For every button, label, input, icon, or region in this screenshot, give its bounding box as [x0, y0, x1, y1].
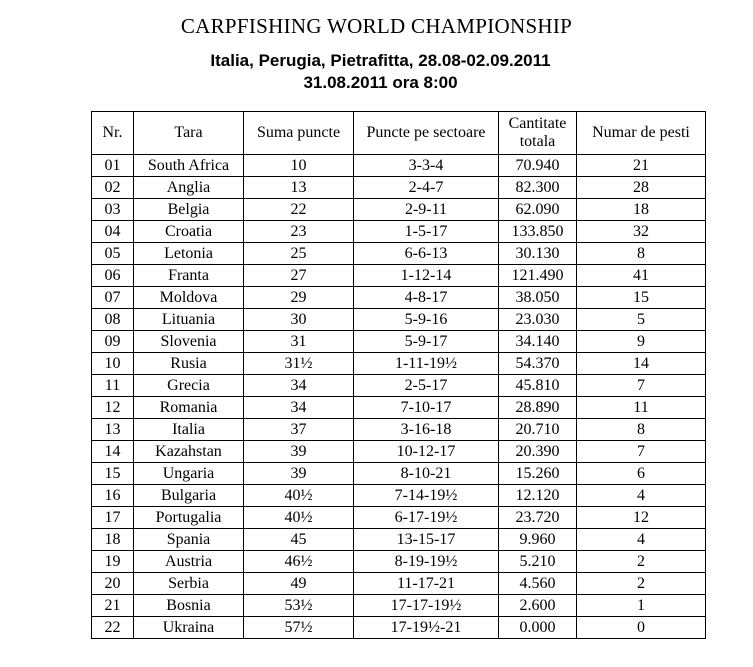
cell-nr: 20 [92, 573, 134, 595]
cell-tara: Franta [134, 265, 244, 287]
table-row [92, 375, 706, 397]
table-row [92, 595, 706, 617]
cell-numar-de-pesti: 4 [577, 529, 706, 551]
cell-suma-puncte: 23 [244, 221, 354, 243]
page-title: CARPFISHING WORLD CHAMPIONSHIP [180, 14, 573, 38]
cell-numar-de-pesti: 21 [577, 155, 706, 177]
cell-nr: 08 [92, 309, 134, 331]
cell-nr: 06 [92, 265, 134, 287]
cell-tara: Spania [134, 529, 244, 551]
cell-cantitate-totala: 20.390 [499, 441, 577, 463]
cell-puncte-pe-sectoare: 10-12-17 [354, 441, 499, 463]
cell-suma-puncte: 49 [244, 573, 354, 595]
results-table [91, 111, 706, 639]
cell-suma-puncte: 34 [244, 397, 354, 419]
table-row [92, 573, 706, 595]
cell-cantitate-totala: 9.960 [499, 529, 577, 551]
table-row [92, 309, 706, 331]
table-row [92, 617, 706, 639]
cell-cantitate-totala: 0.000 [499, 617, 577, 639]
cell-nr: 21 [92, 595, 134, 617]
cell-puncte-pe-sectoare: 6-6-13 [354, 243, 499, 265]
cell-suma-puncte: 31½ [244, 353, 354, 375]
cell-tara: Lituania [134, 309, 244, 331]
table-row [92, 353, 706, 375]
cell-puncte-pe-sectoare: 2-5-17 [354, 375, 499, 397]
cell-suma-puncte: 30 [244, 309, 354, 331]
cell-nr: 19 [92, 551, 134, 573]
cell-cantitate-totala: 4.560 [499, 573, 577, 595]
cell-suma-puncte: 46½ [244, 551, 354, 573]
cell-suma-puncte: 27 [244, 265, 354, 287]
cell-numar-de-pesti: 5 [577, 309, 706, 331]
cell-cantitate-totala: 30.130 [499, 243, 577, 265]
cell-suma-puncte: 31 [244, 331, 354, 353]
cell-numar-de-pesti: 8 [577, 243, 706, 265]
cell-numar-de-pesti: 8 [577, 419, 706, 441]
cell-nr: 11 [92, 375, 134, 397]
cell-numar-de-pesti: 15 [577, 287, 706, 309]
cell-numar-de-pesti: 28 [577, 177, 706, 199]
cell-suma-puncte: 45 [244, 529, 354, 551]
cell-suma-puncte: 34 [244, 375, 354, 397]
cell-suma-puncte: 40½ [244, 485, 354, 507]
cell-tara: Moldova [134, 287, 244, 309]
cell-numar-de-pesti: 32 [577, 221, 706, 243]
cell-cantitate-totala: 82.300 [499, 177, 577, 199]
cell-numar-de-pesti: 4 [577, 485, 706, 507]
cell-nr: 18 [92, 529, 134, 551]
cell-cantitate-totala: 45.810 [499, 375, 577, 397]
cell-puncte-pe-sectoare: 7-10-17 [354, 397, 499, 419]
cell-puncte-pe-sectoare: 6-17-19½ [354, 507, 499, 529]
cell-suma-puncte: 53½ [244, 595, 354, 617]
table-row [92, 265, 706, 287]
cell-tara: Slovenia [134, 331, 244, 353]
cell-numar-de-pesti: 41 [577, 265, 706, 287]
cell-puncte-pe-sectoare: 2-4-7 [354, 177, 499, 199]
cell-numar-de-pesti: 18 [577, 199, 706, 221]
cell-cantitate-totala: 15.260 [499, 463, 577, 485]
cell-nr: 17 [92, 507, 134, 529]
cell-suma-puncte: 40½ [244, 507, 354, 529]
cell-cantitate-totala: 38.050 [499, 287, 577, 309]
cell-tara: Romania [134, 397, 244, 419]
cell-nr: 15 [92, 463, 134, 485]
cell-suma-puncte: 25 [244, 243, 354, 265]
cell-nr: 12 [92, 397, 134, 419]
cell-puncte-pe-sectoare: 8-10-21 [354, 463, 499, 485]
cell-puncte-pe-sectoare: 17-19½-21 [354, 617, 499, 639]
cell-cantitate-totala: 28.890 [499, 397, 577, 419]
cell-nr: 14 [92, 441, 134, 463]
cell-cantitate-totala: 62.090 [499, 199, 577, 221]
cell-cantitate-totala: 23.030 [499, 309, 577, 331]
cell-tara: Letonia [134, 243, 244, 265]
cell-nr: 01 [92, 155, 134, 177]
cell-puncte-pe-sectoare: 4-8-17 [354, 287, 499, 309]
cell-suma-puncte: 22 [244, 199, 354, 221]
cell-puncte-pe-sectoare: 17-17-19½ [354, 595, 499, 617]
header-suma-puncte: Suma puncte [244, 112, 354, 155]
cell-nr: 05 [92, 243, 134, 265]
table-row [92, 397, 706, 419]
cell-cantitate-totala: 133.850 [499, 221, 577, 243]
cell-tara: Serbia [134, 573, 244, 595]
cell-puncte-pe-sectoare: 2-9-11 [354, 199, 499, 221]
cell-cantitate-totala: 23.720 [499, 507, 577, 529]
table-row [92, 507, 706, 529]
table-row [92, 221, 706, 243]
table-row [92, 177, 706, 199]
cell-numar-de-pesti: 11 [577, 397, 706, 419]
table-row [92, 529, 706, 551]
cell-puncte-pe-sectoare: 1-12-14 [354, 265, 499, 287]
cell-cantitate-totala: 5.210 [499, 551, 577, 573]
cell-puncte-pe-sectoare: 8-19-19½ [354, 551, 499, 573]
cell-puncte-pe-sectoare: 13-15-17 [354, 529, 499, 551]
cell-numar-de-pesti: 2 [577, 573, 706, 595]
cell-tara: Ukraina [134, 617, 244, 639]
cell-tara: Bulgaria [134, 485, 244, 507]
cell-tara: Kazahstan [134, 441, 244, 463]
cell-nr: 03 [92, 199, 134, 221]
cell-tara: Bosnia [134, 595, 244, 617]
cell-tara: Anglia [134, 177, 244, 199]
cell-tara: Belgia [134, 199, 244, 221]
cell-numar-de-pesti: 1 [577, 595, 706, 617]
cell-suma-puncte: 39 [244, 463, 354, 485]
cell-tara: Italia [134, 419, 244, 441]
cell-tara: Croatia [134, 221, 244, 243]
cell-puncte-pe-sectoare: 1-5-17 [354, 221, 499, 243]
cell-puncte-pe-sectoare: 3-3-4 [354, 155, 499, 177]
cell-suma-puncte: 39 [244, 441, 354, 463]
cell-suma-puncte: 10 [244, 155, 354, 177]
cell-cantitate-totala: 54.370 [499, 353, 577, 375]
cell-puncte-pe-sectoare: 7-14-19½ [354, 485, 499, 507]
cell-suma-puncte: 37 [244, 419, 354, 441]
table-row [92, 287, 706, 309]
cell-puncte-pe-sectoare: 5-9-17 [354, 331, 499, 353]
cell-cantitate-totala: 20.710 [499, 419, 577, 441]
cell-suma-puncte: 29 [244, 287, 354, 309]
table-row [92, 485, 706, 507]
cell-cantitate-totala: 34.140 [499, 331, 577, 353]
cell-numar-de-pesti: 0 [577, 617, 706, 639]
cell-puncte-pe-sectoare: 11-17-21 [354, 573, 499, 595]
table-header-row [92, 112, 706, 155]
cell-puncte-pe-sectoare: 3-16-18 [354, 419, 499, 441]
cell-numar-de-pesti: 7 [577, 441, 706, 463]
cell-nr: 13 [92, 419, 134, 441]
cell-puncte-pe-sectoare: 1-11-19½ [354, 353, 499, 375]
cell-suma-puncte: 13 [244, 177, 354, 199]
cell-tara: Grecia [134, 375, 244, 397]
cell-nr: 16 [92, 485, 134, 507]
header-nr: Nr. [92, 112, 134, 155]
cell-numar-de-pesti: 12 [577, 507, 706, 529]
cell-nr: 22 [92, 617, 134, 639]
cell-nr: 10 [92, 353, 134, 375]
cell-tara: Austria [134, 551, 244, 573]
cell-numar-de-pesti: 2 [577, 551, 706, 573]
cell-tara: Portugalia [134, 507, 244, 529]
cell-suma-puncte: 57½ [244, 617, 354, 639]
table-row [92, 419, 706, 441]
cell-puncte-pe-sectoare: 5-9-16 [354, 309, 499, 331]
table-row [92, 155, 706, 177]
header-numar-de-pesti: Numar de pesti [577, 112, 706, 155]
table-row [92, 199, 706, 221]
cell-numar-de-pesti: 9 [577, 331, 706, 353]
table-row [92, 551, 706, 573]
cell-numar-de-pesti: 7 [577, 375, 706, 397]
cell-cantitate-totala: 70.940 [499, 155, 577, 177]
table-row [92, 463, 706, 485]
cell-numar-de-pesti: 14 [577, 353, 706, 375]
header-tara: Tara [134, 112, 244, 155]
header-cantitate-totala: Cantitate totala [499, 112, 577, 155]
table-row [92, 331, 706, 353]
cell-tara: South Africa [134, 155, 244, 177]
cell-tara: Ungaria [134, 463, 244, 485]
cell-cantitate-totala: 121.490 [499, 265, 577, 287]
header-puncte-pe-sectoare: Puncte pe sectoare [354, 112, 499, 155]
table-row [92, 441, 706, 463]
cell-cantitate-totala: 2.600 [499, 595, 577, 617]
cell-nr: 02 [92, 177, 134, 199]
event-location-dates: Italia, Perugia, Pietrafitta, 28.08-02.09.2011 [210, 51, 551, 70]
cell-cantitate-totala: 12.120 [499, 485, 577, 507]
cell-nr: 07 [92, 287, 134, 309]
table-row [92, 243, 706, 265]
cell-nr: 04 [92, 221, 134, 243]
cell-nr: 09 [92, 331, 134, 353]
cell-tara: Rusia [134, 353, 244, 375]
report-timestamp: 31.08.2011 ora 8:00 [303, 73, 458, 92]
cell-numar-de-pesti: 6 [577, 463, 706, 485]
